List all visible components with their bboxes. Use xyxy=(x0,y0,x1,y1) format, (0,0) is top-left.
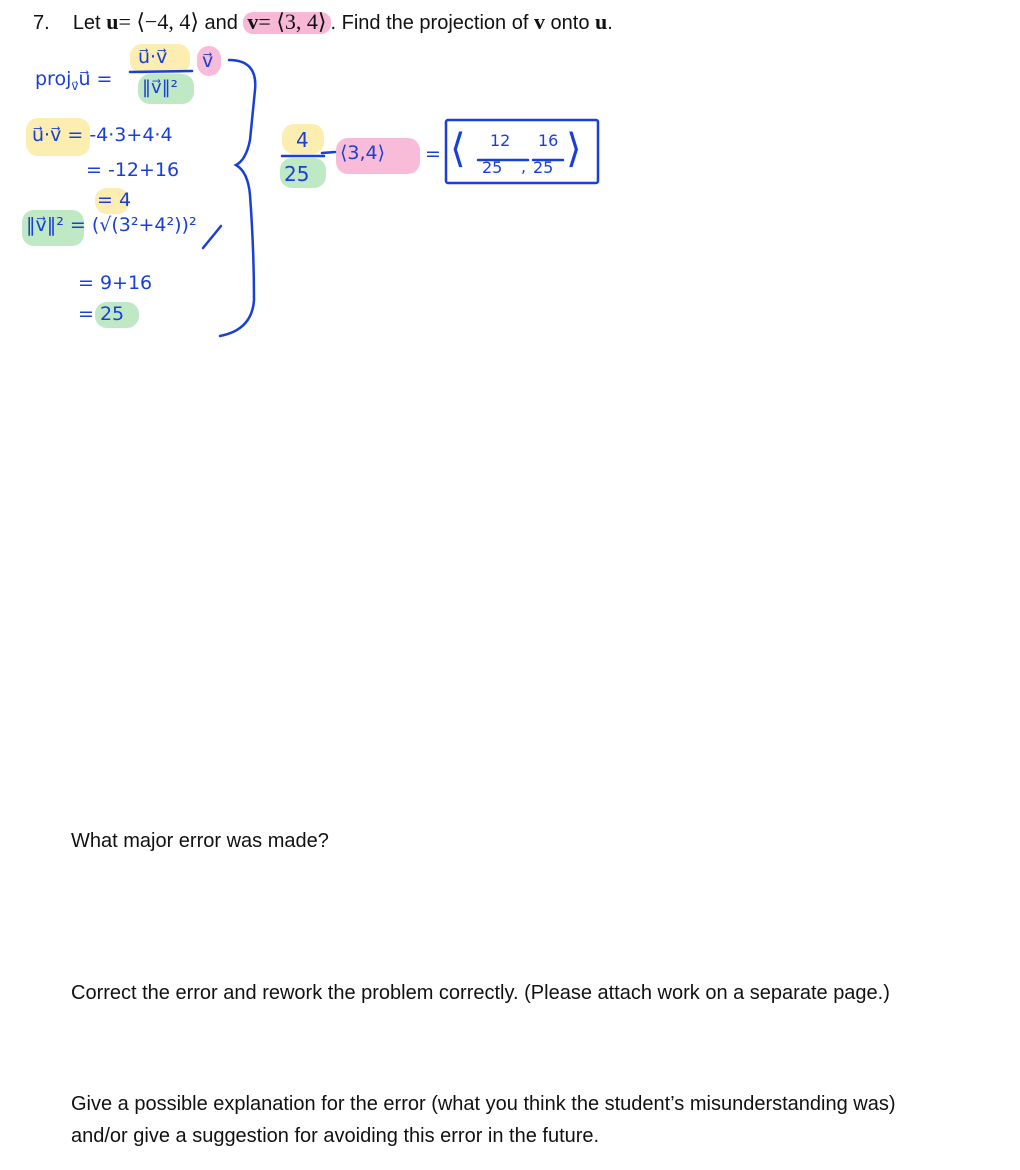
prompt-error: What major error was made? xyxy=(71,830,329,852)
answer-x-numerator: 12 xyxy=(490,131,511,150)
problem-period: . xyxy=(607,12,613,34)
multiply-dash xyxy=(322,152,335,153)
problem-intro: Let xyxy=(72,12,101,34)
prompt-correct: Correct the error and rework the problem correctly. (Please attach work on a separate page.) xyxy=(71,982,890,1004)
paren-stroke xyxy=(203,226,221,248)
answer-y-numerator: 16 xyxy=(538,131,559,150)
formula-denominator: ‖v⃗‖² xyxy=(142,77,178,98)
norm-line1: ‖v⃗‖² = (√(3²+4²))² xyxy=(26,214,197,236)
scalar-denominator: 25 xyxy=(284,162,310,186)
answer-open-bracket: ⟨ xyxy=(450,126,466,172)
fraction-bar-main xyxy=(130,71,192,72)
vector-u-name: u xyxy=(106,9,119,34)
proj-label: proj$_{v⃗}$u⃗ = xyxy=(35,68,113,93)
norm-line3: = 25 xyxy=(78,303,125,325)
vector-v-name: v xyxy=(247,9,259,34)
problem-onto: onto xyxy=(550,12,590,34)
result-vector: ⟨3,4⟩ xyxy=(340,142,386,164)
vector-v-value: = ⟨3, 4⟩ xyxy=(258,9,327,34)
norm-line2: = 9+16 xyxy=(78,272,153,294)
formula-numerator: u⃗·v⃗ xyxy=(138,46,168,68)
dot-product-line2: = -12+16 xyxy=(86,159,180,181)
result-equals: = xyxy=(425,143,441,165)
answer-y-denominator: 25 xyxy=(533,158,554,177)
problem-find: . Find the projection of xyxy=(330,12,529,34)
prompt-explain-line2: and/or give a suggestion for avoiding this error in the future. xyxy=(71,1125,600,1147)
problem-and: and xyxy=(204,12,238,34)
dot-product-line3: = 4 xyxy=(97,189,132,211)
problem-number: 7. xyxy=(33,12,50,34)
scalar-numerator: 4 xyxy=(296,128,309,152)
brace-icon xyxy=(220,60,255,336)
prompt-explain-line1: Give a possible explanation for the error (what you think the student’s misunderstanding was) xyxy=(71,1093,896,1115)
dot-product-line1: u⃗·v⃗ = -4·3+4·4 xyxy=(32,124,173,146)
vector-u-value: = ⟨−4, 4⟩ xyxy=(118,9,199,34)
answer-x-denominator: 25 xyxy=(482,158,503,177)
answer-separator: , xyxy=(521,157,527,176)
problem-u-ref: u xyxy=(595,9,608,34)
formula-vector: v⃗ xyxy=(202,50,214,72)
answer-close-bracket: ⟩ xyxy=(566,126,582,172)
problem-v-ref: v xyxy=(533,9,545,34)
